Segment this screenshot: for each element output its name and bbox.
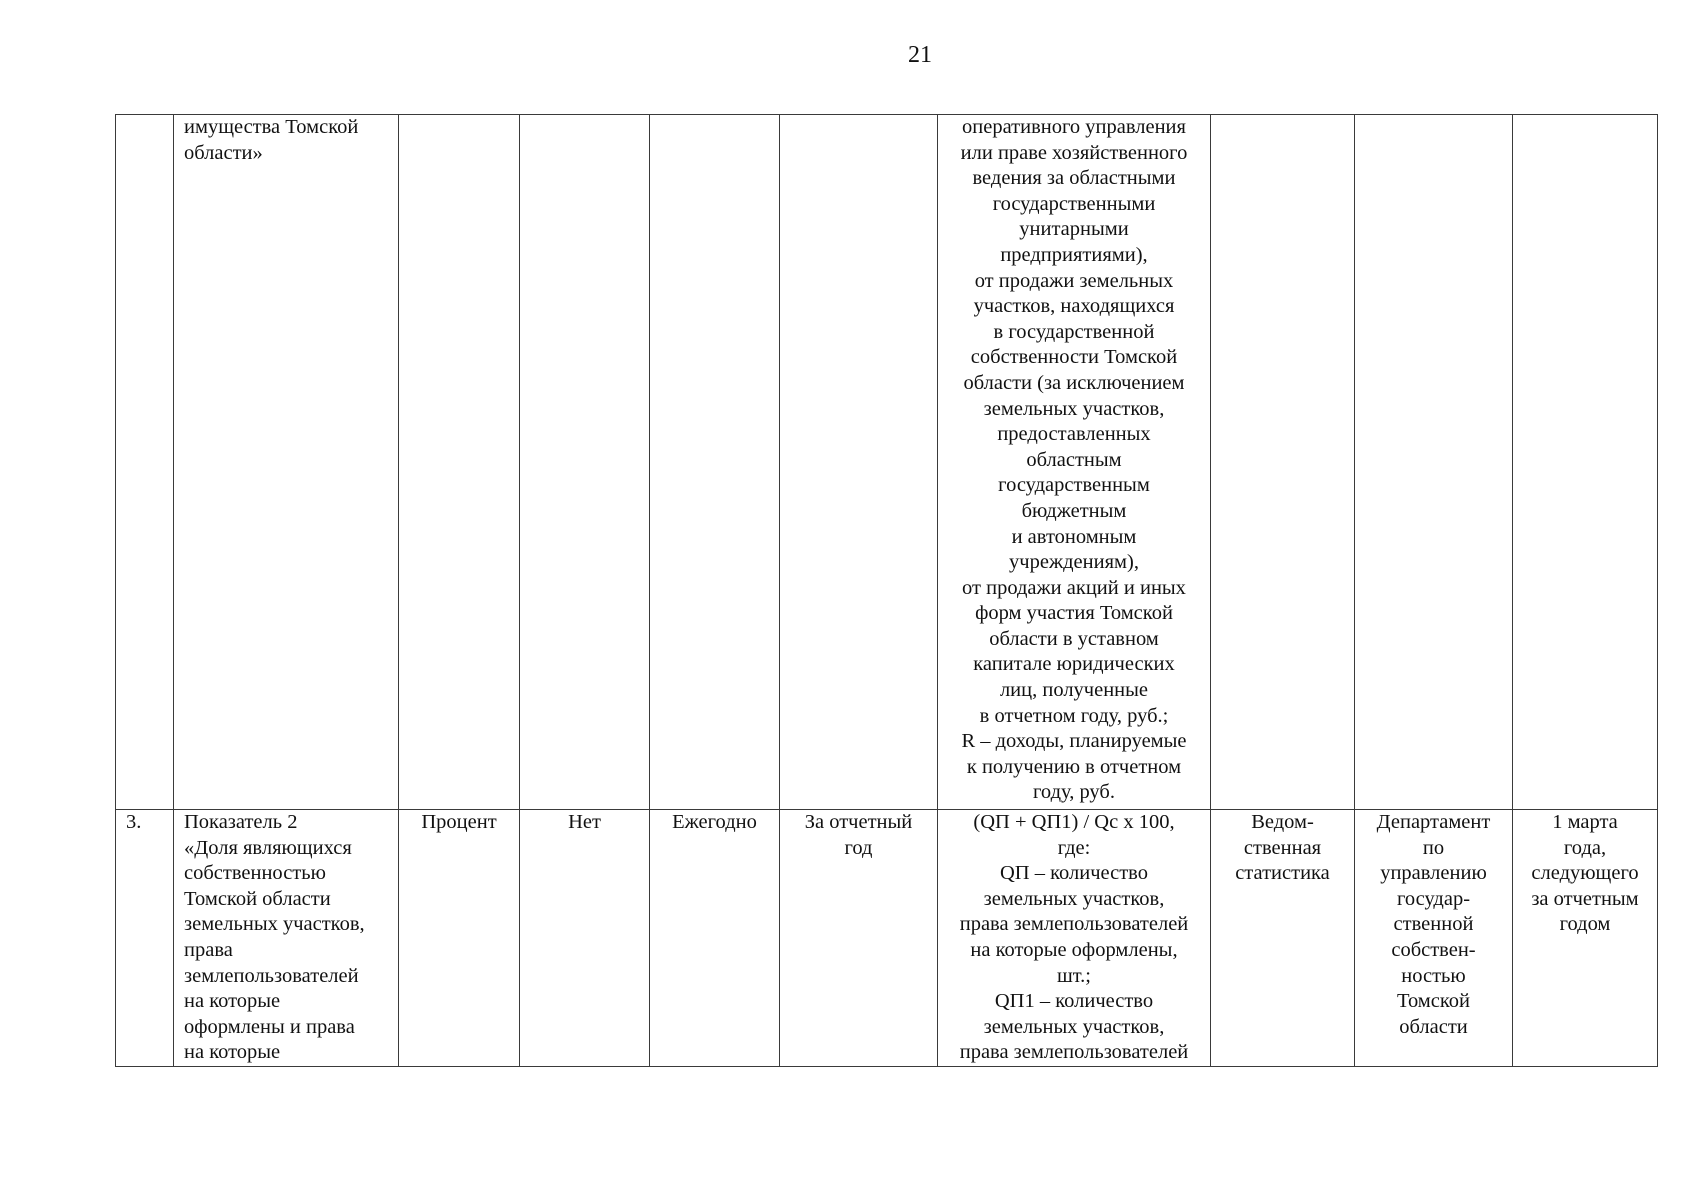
formula-cell: (QП + QП1) / Qс x 100, где: QП – количество земельных участков, права землепользователей на которые оформлены, шт.; QП1 – количество земельных участков, права землепользователей bbox=[938, 810, 1211, 1067]
period-cell: За отчетный год bbox=[780, 810, 938, 1067]
responsible-cell: Департамент по управлению государ- ственной собствен- ностью Томской области bbox=[1355, 810, 1513, 1067]
flag-cell: Нет bbox=[520, 810, 650, 1067]
page-number: 21 bbox=[908, 42, 932, 68]
formula-cell: оперативного управления или праве хозяйственного ведения за областными государственными унитарными предприятиями), от продажи земельных участков, находящихся в государственной собственности Томской области (за исключением земельных участков, предоставленных областным государственным бюджетным и автономным учреждениям), от продажи акций и иных форм участия Томской области в уставном капитале юридических лиц, полученные в отчетном году, руб.; R – доходы, планируемые к получению в отчетном году, руб. bbox=[938, 115, 1211, 810]
period-cell bbox=[780, 115, 938, 810]
row-number bbox=[116, 115, 174, 810]
frequency-cell: Ежегодно bbox=[650, 810, 780, 1067]
unit-cell: Процент bbox=[399, 810, 520, 1067]
indicators-table bbox=[115, 114, 1658, 1067]
source-cell bbox=[1211, 115, 1355, 810]
deadline-cell bbox=[1513, 115, 1658, 810]
indicator-name: имущества Томской области» bbox=[174, 115, 399, 810]
unit-cell bbox=[399, 115, 520, 810]
responsible-cell bbox=[1355, 115, 1513, 810]
deadline-cell: 1 марта года, следующего за отчетным годом bbox=[1513, 810, 1658, 1067]
row-number: 3. bbox=[116, 810, 174, 1067]
table-row bbox=[116, 810, 1658, 1067]
source-cell: Ведом- ственная статистика bbox=[1211, 810, 1355, 1067]
indicator-name: Показатель 2 «Доля являющихся собственностью Томской области земельных участков, права землепользователей на которые оформлены и права на которые bbox=[174, 810, 399, 1067]
flag-cell bbox=[520, 115, 650, 810]
frequency-cell bbox=[650, 115, 780, 810]
table-row bbox=[116, 115, 1658, 810]
